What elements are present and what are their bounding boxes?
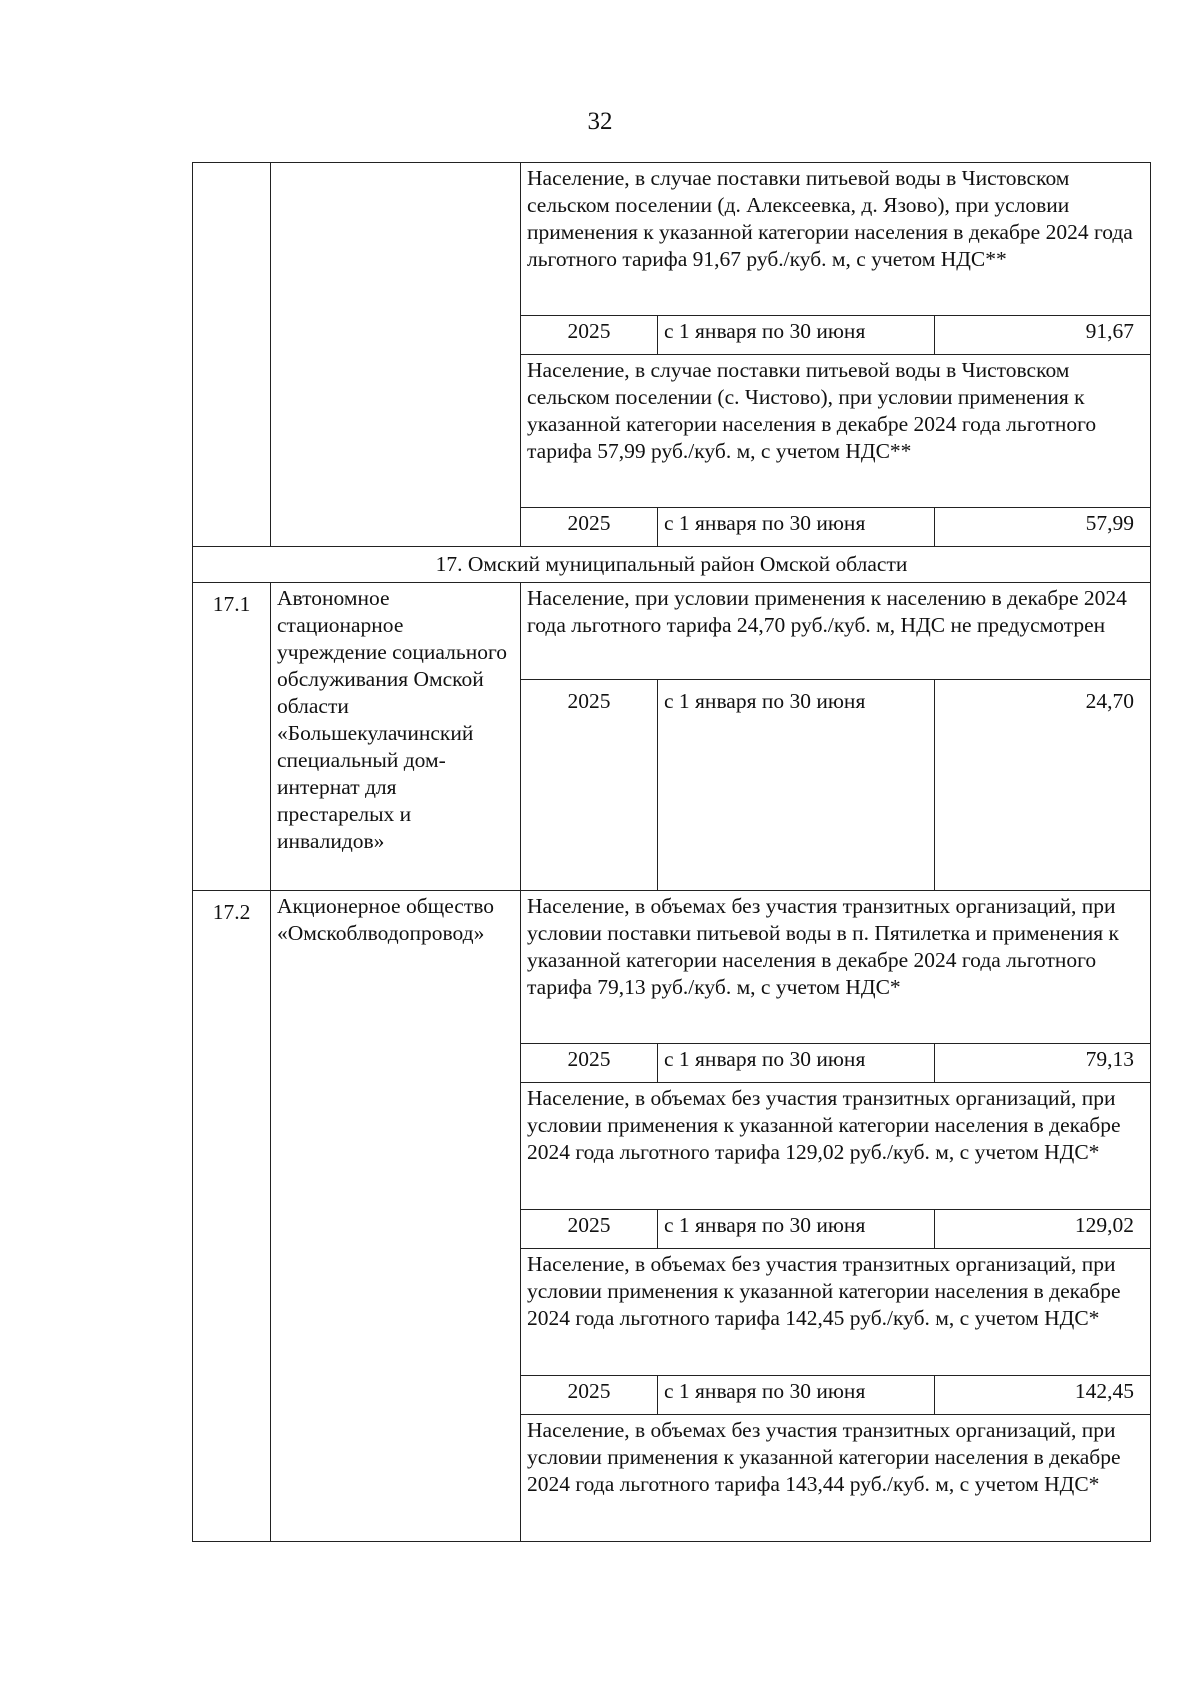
entry-number: 17.2 [193, 891, 271, 1542]
tariff-value-cell: 24,70 [935, 680, 1151, 891]
category-description: Население, в объемах без участия транзитных организаций, при условии применения к указанной категории населения в декабре 2024 года льготного тарифа 143,44 руб./куб. м, с учетом НДС* [521, 1415, 1151, 1542]
year-cell: 2025 [521, 680, 658, 891]
organization-cell-empty [271, 163, 521, 547]
category-description: Население, в случае поставки питьевой воды в Чистовском сельском поселении (с. Чистово), при условии применения к указанной категории населения в декабре 2024 года льготного тарифа 57,99 руб./куб. м, с учетом НДС** [521, 355, 1151, 508]
tariff-value-cell: 142,45 [935, 1376, 1151, 1415]
year-cell: 2025 [521, 1044, 658, 1083]
category-description: Население, в объемах без участия транзитных организаций, при условии применения к указанной категории населения в декабре 2024 года льготного тарифа 129,02 руб./куб. м, с учетом НДС* [521, 1083, 1151, 1210]
year-cell: 2025 [521, 1210, 658, 1249]
table-row [193, 163, 1151, 316]
tariff-value-cell: 91,67 [935, 316, 1151, 355]
year-cell: 2025 [521, 508, 658, 547]
period-cell: с 1 января по 30 июня [658, 1210, 935, 1249]
period-cell: с 1 января по 30 июня [658, 508, 935, 547]
tariff-value-cell: 57,99 [935, 508, 1151, 547]
category-description: Население, в объемах без участия транзитных организаций, при условии поставки питьевой воды в п. Пятилетка и применения к указанной категории населения в декабре 2024 года льготного тарифа 79,13 руб./куб. м, с учетом НДС* [521, 891, 1151, 1044]
tariff-value-cell: 79,13 [935, 1044, 1151, 1083]
district-title: 17. Омский муниципальный район Омской области [193, 547, 1151, 583]
period-cell: с 1 января по 30 июня [658, 316, 935, 355]
category-description: Население, в случае поставки питьевой воды в Чистовском сельском поселении (д. Алексеевка, д. Язово), при условии применения к указанной категории населения в декабре 2024 года льготного тарифа 91,67 руб./куб. м, с учетом НДС** [521, 163, 1151, 316]
year-cell: 2025 [521, 1376, 658, 1415]
table-row [193, 583, 1151, 680]
period-cell: с 1 января по 30 июня [658, 680, 935, 891]
category-description: Население, в объемах без участия транзитных организаций, при условии применения к указанной категории населения в декабре 2024 года льготного тарифа 142,45 руб./куб. м, с учетом НДС* [521, 1249, 1151, 1376]
number-cell-empty [193, 163, 271, 547]
period-cell: с 1 января по 30 июня [658, 1044, 935, 1083]
category-description: Население, при условии применения к населению в декабре 2024 года льготного тарифа 24,70 руб./куб. м, НДС не предусмотрен [521, 583, 1151, 680]
organization-name: Автономное стационарное учреждение социального обслуживания Омской области «Большекулачинский специальный дом-интернат для престарелых и инвалидов» [271, 583, 521, 891]
tariff-value-cell: 129,02 [935, 1210, 1151, 1249]
table-row [193, 891, 1151, 1044]
section-header-row [193, 547, 1151, 583]
period-cell: с 1 января по 30 июня [658, 1376, 935, 1415]
page-number: 32 [587, 108, 613, 135]
tariff-table [192, 162, 1151, 1542]
organization-name: Акционерное общество «Омскоблводопровод» [271, 891, 521, 1542]
year-cell: 2025 [521, 316, 658, 355]
entry-number: 17.1 [193, 583, 271, 891]
